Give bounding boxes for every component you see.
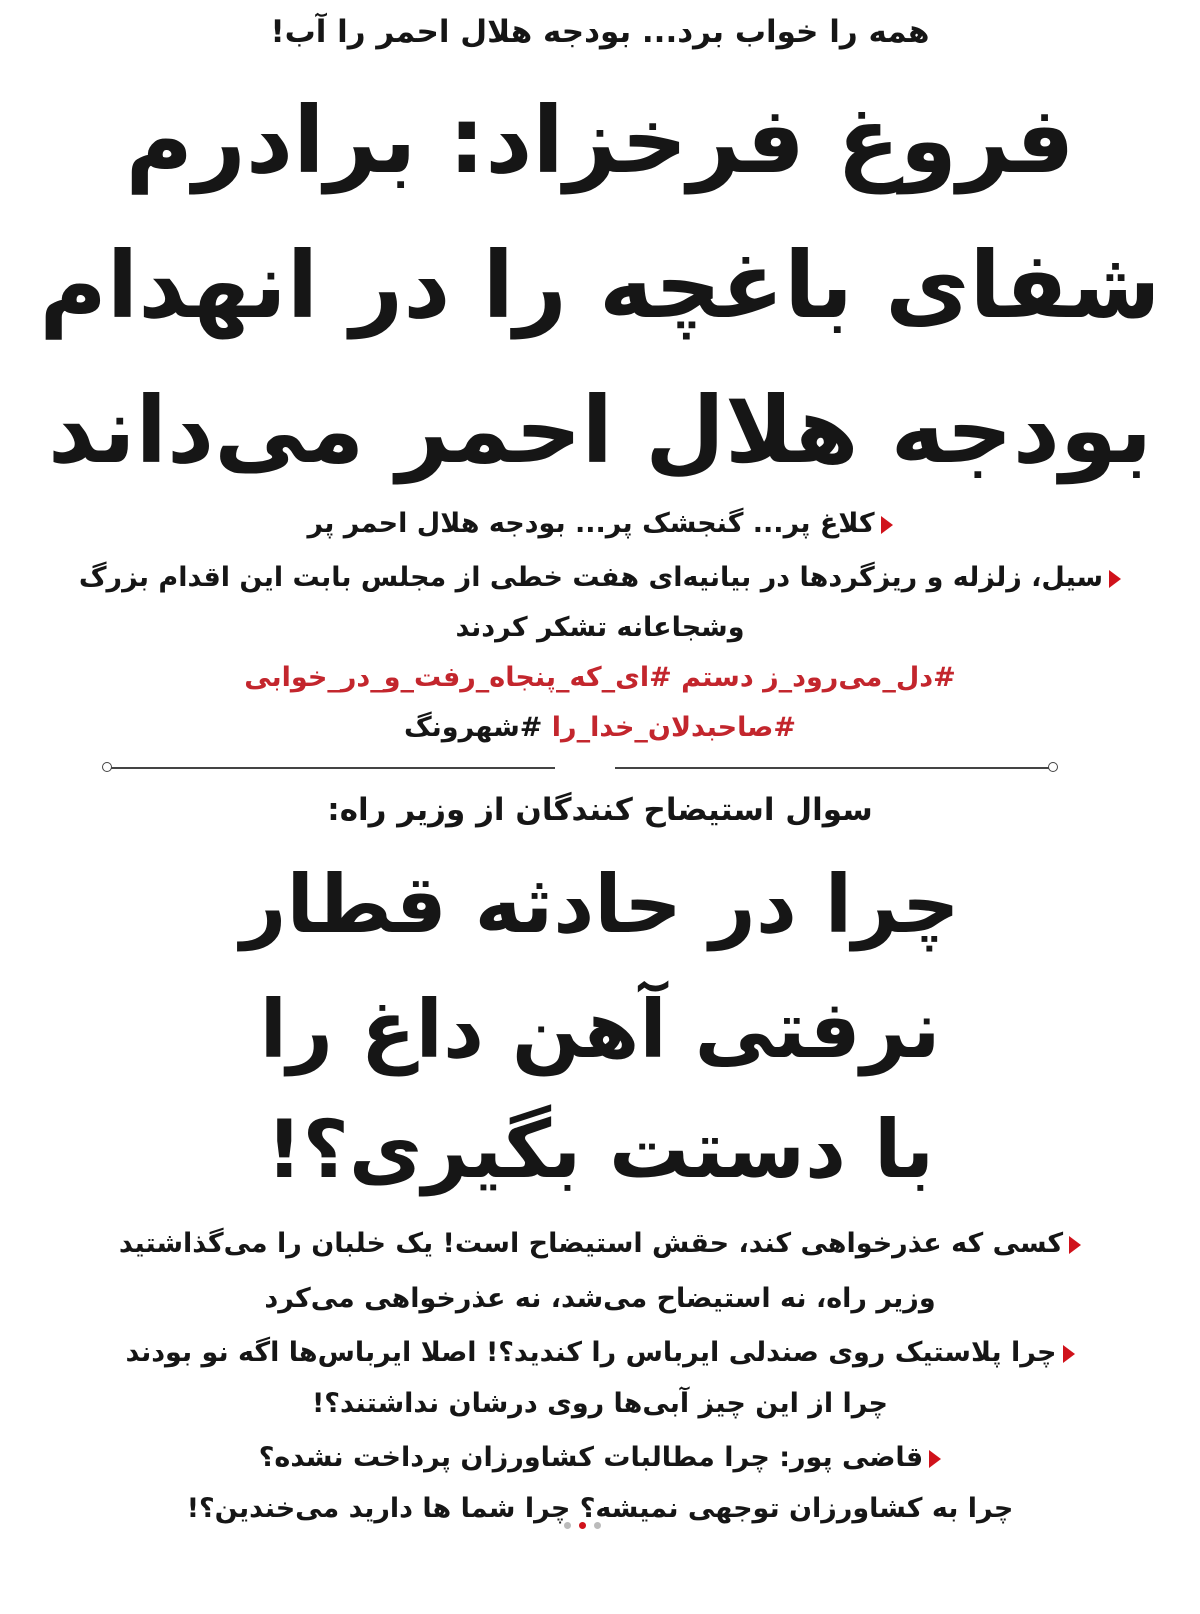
bullet-2-cont: وشجاعانه تشکر کردند — [455, 612, 745, 643]
bullet-text: سیل، زلزله و ریزگردها در بیانیه‌ای هفت خطی از مجلس بابت این اقدام بزرگ — [78, 562, 1104, 593]
bullet-5 — [0, 1442, 1200, 1473]
headline-1-line-1: فروغ فرخزاد: برادرم — [125, 87, 1075, 194]
bullet-triangle-icon — [1063, 1345, 1075, 1363]
headline-2-line-2: نرفتی آهن داغ را — [259, 983, 941, 1076]
bullet-2 — [0, 562, 1200, 593]
bullet-triangle-icon — [1069, 1236, 1081, 1254]
headline-1-line-3: بودجه هلال احمر می‌داند — [47, 377, 1153, 484]
bullet-4-cont: چرا از این چیز آبی‌ها روی درشان نداشتند؟! — [311, 1388, 888, 1419]
bullet-text: چرا پلاستیک روی صندلی ایرباس را کندید؟! اصلا ایرباس‌ها اگه نو بودند — [125, 1337, 1057, 1368]
bullet-text: قاضی پور: چرا مطالبات کشاورزان پرداخت نشده؟ — [258, 1442, 924, 1473]
bullet-3 — [0, 1228, 1200, 1259]
bullet-triangle-icon — [881, 516, 893, 534]
bullet-triangle-icon — [1109, 570, 1121, 588]
bullet-1 — [0, 508, 1200, 539]
headline-2-line-1: چرا در حادثه قطار — [240, 858, 960, 951]
bullet-3-cont: وزیر راه، نه استیضاح می‌شد، نه عذرخواهی می‌کرد — [264, 1283, 936, 1314]
divider-end-dot — [102, 762, 112, 772]
bullet-text: کسی که عذرخواهی کند، حقش استیضاح است! یک خلبان را می‌گذاشتید — [118, 1228, 1064, 1259]
divider-end-dot — [1048, 762, 1058, 772]
divider-center — [555, 758, 615, 776]
bullet-text: کلاغ پر... گنجشک پر... بودجه هلال احمر پر — [307, 508, 875, 539]
kicker-2: سوال استیضاح کنندگان از وزیر راه: — [327, 792, 873, 828]
headline-1-line-2: شفای باغچه را در انهدام — [39, 232, 1161, 339]
hashtags-line-2 — [0, 712, 1200, 743]
hashtag-red: #صاحبدلان_خدا_را — [551, 712, 796, 743]
hashtag-black: #شهرونگ — [404, 712, 543, 743]
hashtags-line-1: #دل_می‌رود_ز دستم #ای_که_پنجاه_رفت_و_در_خوابی — [244, 662, 956, 693]
bullet-triangle-icon — [929, 1450, 941, 1468]
bullet-4 — [0, 1337, 1200, 1368]
bullet-5-cont: چرا به کشاورزان توجهی نمیشه؟ چرا شما ها دارید می‌خندین؟! — [186, 1493, 1014, 1524]
headline-2-line-3: با دستت بگیری؟! — [265, 1103, 935, 1196]
kicker-1: همه را خواب برد... بودجه هلال احمر را آب! — [270, 14, 930, 50]
